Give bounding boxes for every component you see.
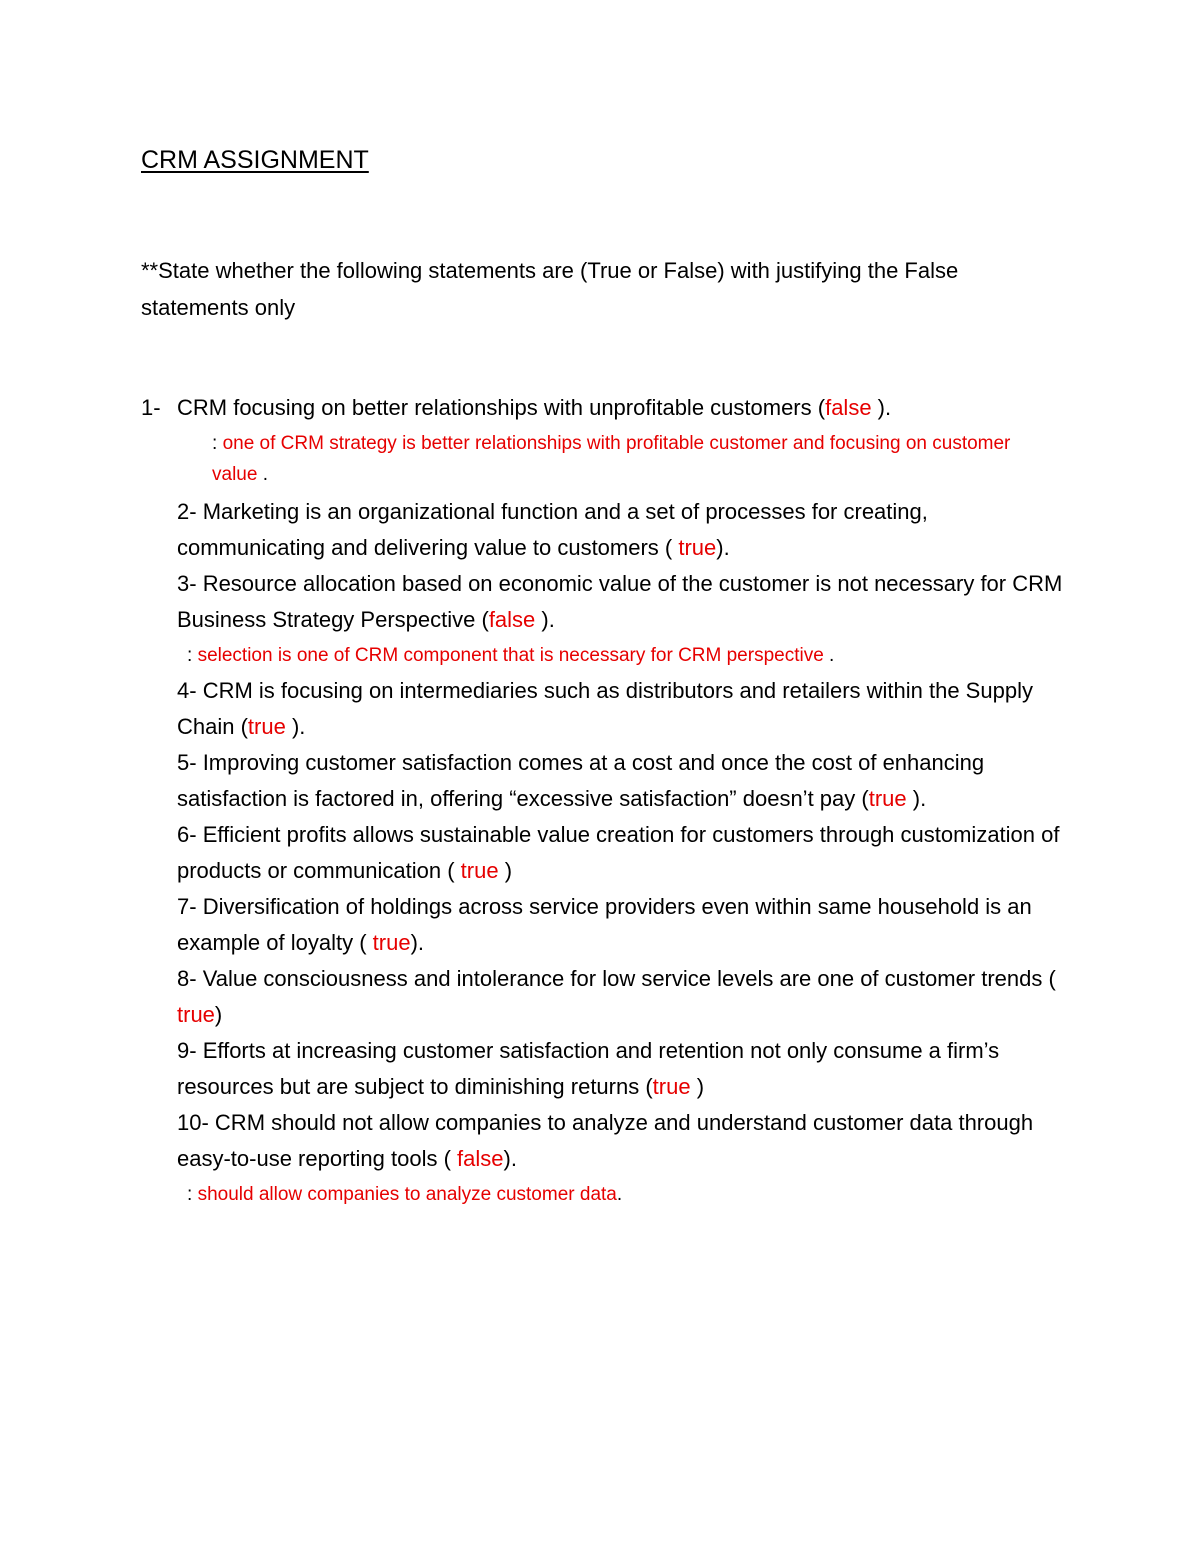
statement-closing: )	[214, 1002, 223, 1027]
statement-item-8	[0, 961, 1077, 1033]
justification-10	[0, 1179, 1037, 1210]
statement-closing: ).	[871, 395, 892, 420]
justification-text: one of CRM strategy is better relationships with profitable customer and focusing on customer value	[212, 433, 1011, 485]
answer-false: false	[488, 607, 536, 632]
justification-3	[0, 640, 1037, 671]
statement-text: Diversification of holdings across service providers even within same household is an example of loyalty (	[177, 894, 1032, 955]
statement-number: 6-	[177, 822, 197, 847]
answer-true: true	[177, 1002, 215, 1027]
statement-closing: ).	[285, 714, 306, 739]
answer-false: false	[457, 1146, 504, 1171]
statement-closing: ).	[535, 607, 555, 632]
justification-suffix: .	[257, 464, 268, 485]
statement-number: 8-	[177, 966, 197, 991]
statement-closing: ).	[906, 786, 927, 811]
statement-text: Improving customer satisfaction comes at a cost and once the cost of enhancing satisfaction is factored in, offering “excessive satisfaction” doesn’t pay (	[177, 750, 985, 811]
statement-text: Resource allocation based on economic value of the customer is not necessary for CRM Business Strategy Perspective (	[177, 571, 1063, 632]
statement-closing: ).	[503, 1146, 517, 1171]
statement-number: 10-	[177, 1110, 209, 1135]
justification-1	[0, 428, 1042, 490]
statement-list	[0, 390, 1200, 1210]
statement-number: 3-	[177, 571, 197, 596]
statement-closing: )	[690, 1074, 705, 1099]
statement-item-7	[0, 889, 1077, 961]
justification-suffix: .	[616, 1184, 623, 1205]
answer-true: true	[678, 535, 717, 560]
statement-number: 7-	[177, 894, 197, 919]
answer-true: true	[247, 714, 286, 739]
statement-number: 9-	[177, 1038, 197, 1063]
answer-true: true	[868, 786, 907, 811]
justification-text: should allow companies to analyze customer data	[197, 1184, 617, 1205]
statement-text: Efforts at increasing customer satisfaction and retention not only consume a firm’s resources but are subject to diminishing returns (	[177, 1038, 1000, 1099]
statement-text: Marketing is an organizational function and a set of processes for creating, communicating and delivering value to customers (	[177, 499, 928, 560]
answer-true: true	[372, 930, 411, 955]
statement-text: Efficient profits allows sustainable value creation for customers through customization of products or communication (	[177, 822, 1060, 883]
statement-text: CRM is focusing on intermediaries such as distributors and retailers within the Supply Chain (	[177, 678, 1033, 739]
instructions: **State whether the following statements are (True or False) with justifying the False statements only	[141, 258, 959, 320]
statement-item-10	[0, 1105, 1067, 1177]
document-title: CRM ASSIGNMENT	[141, 146, 369, 174]
justification-prefix: :	[187, 1184, 198, 1205]
answer-true: true	[460, 858, 499, 883]
statement-item-4	[0, 673, 1077, 745]
statement-text: CRM should not allow companies to analyze and understand customer data through easy-to-use reporting tools (	[177, 1110, 1034, 1171]
statement-closing: ).	[410, 930, 425, 955]
statement-closing: )	[498, 858, 513, 883]
statement-number: 5-	[177, 750, 197, 775]
justification-prefix: :	[187, 645, 198, 666]
justification-suffix: .	[823, 645, 835, 666]
answer-false: false	[825, 395, 872, 420]
justification-text: selection is one of CRM component that is necessary for CRM perspective	[197, 645, 824, 666]
statement-item-2	[0, 494, 1077, 566]
answer-true: true	[652, 1074, 691, 1099]
justification-prefix: :	[212, 433, 223, 454]
statement-item-1	[0, 390, 1077, 426]
statement-item-6	[0, 817, 1077, 889]
statement-closing: ).	[716, 535, 730, 560]
statement-number: 2-	[177, 499, 197, 524]
statement-text: CRM focusing on better relationships with unprofitable customers (	[177, 395, 826, 420]
statement-item-3	[0, 566, 1077, 638]
statement-text: Value consciousness and intolerance for low service levels are one of customer trends (	[202, 966, 1056, 991]
statement-number: 4-	[177, 678, 197, 703]
statement-item-9	[0, 1033, 1077, 1105]
statement-item-5	[0, 745, 1077, 817]
statement-number: 1-	[141, 395, 161, 420]
